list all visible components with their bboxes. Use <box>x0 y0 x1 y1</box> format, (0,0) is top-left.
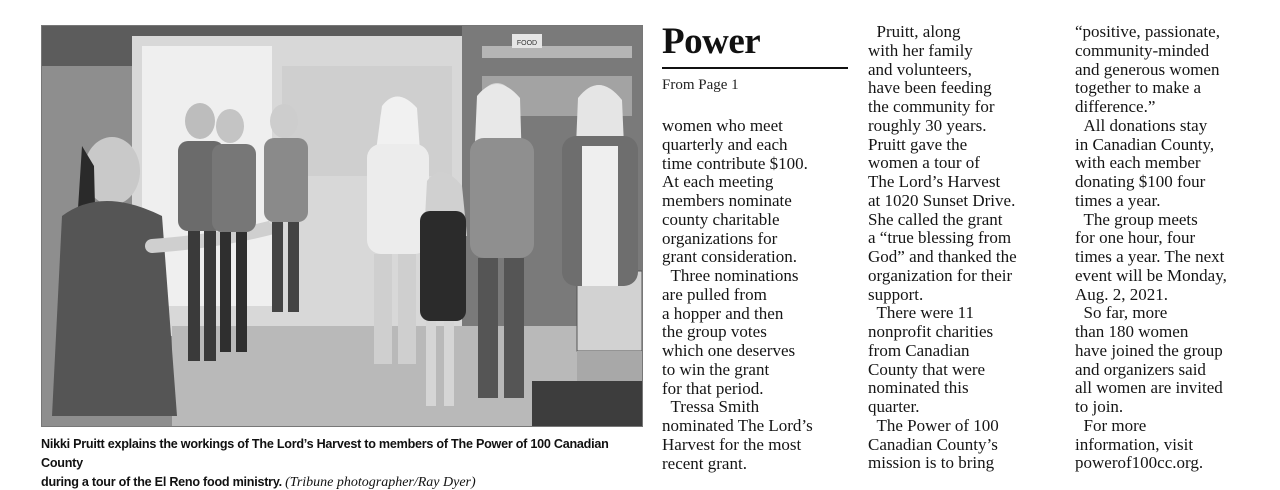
text-line: the community for <box>868 97 995 116</box>
text-line: event will be Monday, <box>1075 265 1227 285</box>
text-column-3 <box>1075 23 1227 473</box>
text-line: together to make a <box>1075 78 1202 98</box>
text-line: The Power of 100 <box>868 415 999 435</box>
caption-line-1: Nikki Pruitt explains the workings of The Lord’s Harvest to members of The Power of 100 Canadian County <box>41 437 609 470</box>
text-line: with her family <box>868 40 973 60</box>
text-line: So far, more <box>1075 303 1168 323</box>
news-photo <box>41 25 643 427</box>
text-line: times a year. The next <box>1075 247 1225 266</box>
text-line: donating $100 four <box>1075 172 1206 191</box>
text-line: women who meet <box>662 116 783 135</box>
text-line: Tressa Smith <box>662 397 760 417</box>
text-line: nominated The Lord’s <box>662 416 813 435</box>
text-line: At each meeting <box>662 172 774 192</box>
text-column-2 <box>868 23 1017 473</box>
text-line: with each member <box>1075 153 1201 173</box>
headline: Power <box>662 21 761 62</box>
text-line: information, visit <box>1075 434 1194 454</box>
text-line: Aug. 2, 2021. <box>1075 284 1169 304</box>
text-line: mission is to bring <box>868 453 995 473</box>
text-line: to win the grant <box>662 359 770 379</box>
text-line: the group votes <box>662 322 767 342</box>
text-line: have joined the group <box>1075 340 1223 360</box>
photo-caption <box>41 435 641 490</box>
text-line: organizations for <box>662 228 778 248</box>
text-line: have been feeding <box>868 78 992 98</box>
text-line: county charitable <box>662 209 780 229</box>
text-line: and organizers said <box>1075 359 1206 379</box>
text-line: difference.” <box>1075 97 1156 116</box>
text-line: quarterly and each <box>662 134 788 154</box>
text-line: from Canadian <box>868 340 970 360</box>
photo-sign-text: FOOD <box>516 40 538 47</box>
text-line: at 1020 Sunset Drive. <box>868 190 1016 210</box>
text-line: nominated this <box>868 378 969 398</box>
text-line: quarter. <box>868 397 920 416</box>
text-line: time contribute $100. <box>662 153 808 173</box>
text-line: and generous women <box>1075 59 1220 79</box>
text-line: organization for their <box>868 265 1013 285</box>
text-line: powerof100cc.org. <box>1075 453 1204 473</box>
text-line: Harvest for the most <box>662 434 802 454</box>
text-line: recent grant. <box>662 453 747 473</box>
text-line: members nominate <box>662 191 792 210</box>
text-line: all women are invited <box>1075 378 1223 398</box>
text-line: community-minded <box>1075 40 1210 60</box>
text-line: women a tour of <box>868 153 980 173</box>
text-line: to join. <box>1075 397 1124 416</box>
text-line: God” and thanked the <box>868 247 1017 266</box>
text-line: The Lord’s Harvest <box>868 172 1001 191</box>
text-line: Canadian County’s <box>868 434 998 454</box>
text-line: for one hour, four <box>1075 228 1196 248</box>
text-line: She called the grant <box>868 209 1003 229</box>
text-line: for that period. <box>662 378 764 398</box>
text-line: in Canadian County, <box>1075 134 1215 154</box>
text-line: roughly 30 years. <box>868 115 987 135</box>
jump-headline-block <box>662 20 848 94</box>
text-line: support. <box>868 284 924 304</box>
photo-credit: (Tribune photographer/Ray Dyer) <box>285 475 476 490</box>
text-line: than 180 women <box>1075 322 1189 341</box>
text-line: The group meets <box>1075 209 1198 229</box>
text-line: For more <box>1075 415 1147 435</box>
text-line: a hopper and then <box>662 303 784 323</box>
jump-line: From Page 1 <box>662 77 739 93</box>
text-column-1 <box>662 117 813 473</box>
text-line: Pruitt, along <box>868 22 961 41</box>
text-line: Pruitt gave the <box>868 134 968 154</box>
text-line: All donations stay <box>1075 115 1208 135</box>
caption-line-2: during a tour of the El Reno food ministry. <box>41 475 282 489</box>
text-line: times a year. <box>1075 190 1161 210</box>
text-line: “positive, passionate, <box>1075 22 1220 41</box>
text-line: are pulled from <box>662 284 767 304</box>
text-line: nonprofit charities <box>868 322 994 341</box>
text-line: a “true blessing from <box>868 228 1012 248</box>
headline-rule <box>662 67 848 69</box>
text-line: and volunteers, <box>868 59 972 79</box>
text-line: which one deserves <box>662 341 796 360</box>
text-line: County that were <box>868 359 986 379</box>
text-line: There were 11 <box>868 303 975 323</box>
text-line: Three nominations <box>662 266 799 285</box>
text-line: grant consideration. <box>662 247 798 267</box>
